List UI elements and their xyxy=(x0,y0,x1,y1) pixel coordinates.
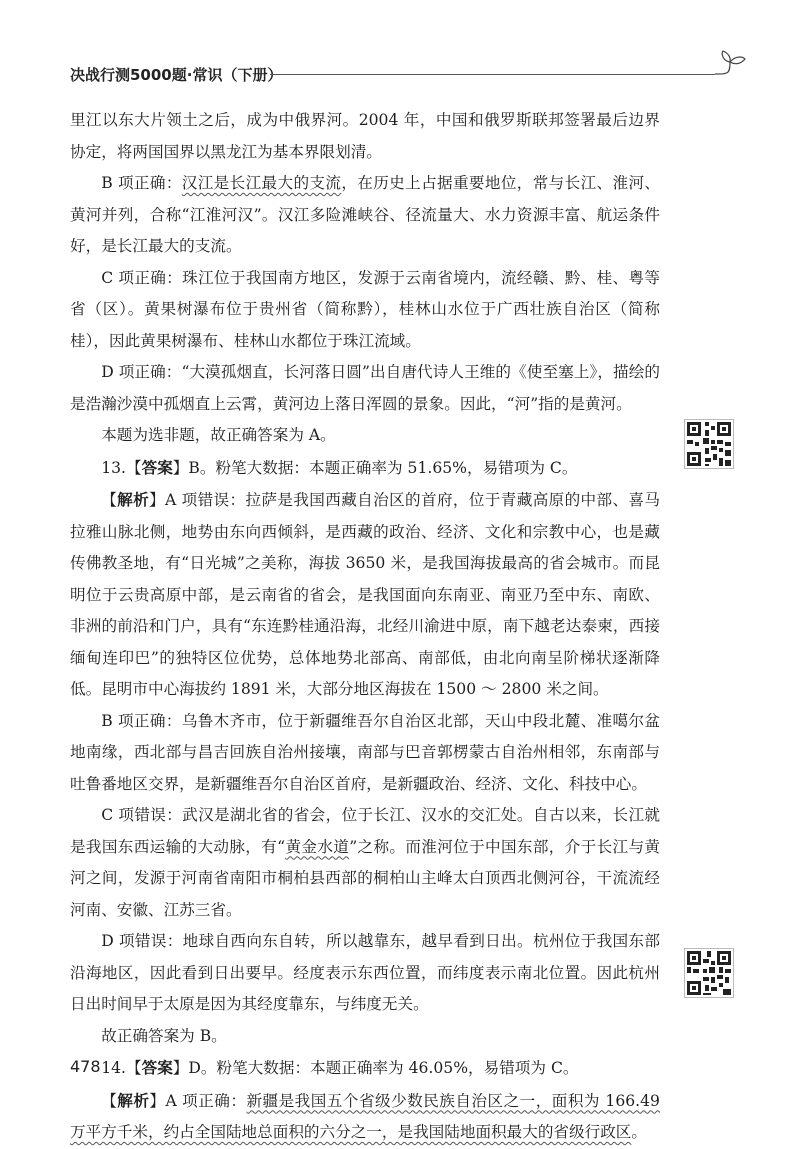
bold-label: 解析 xyxy=(117,490,150,509)
text-run: 14.【 xyxy=(101,1059,142,1077)
text-run: B 项正确：乌鲁木齐市，位于新疆维吾尔自治区北部，天山中段北麓、准噶尔盆地南缘，西北部与昌吉回族自治州接壤，南部与巴音郭楞蒙古自治州相邻，东南部与吐鲁番地区交界，是新疆维吾尔自治区首府，是新疆政治、经济、文化、科技中心。 xyxy=(70,711,660,793)
paragraph-p4 xyxy=(70,357,660,420)
paragraph-p6 xyxy=(70,452,660,485)
text-run: 。 xyxy=(631,1123,647,1141)
paragraph-p5 xyxy=(70,420,660,452)
text-run: B 项正确： xyxy=(101,174,182,192)
text-run: D 项正确：“大漠孤烟直，长河落日圆”出自唐代诗人王维的《使至塞上》，描绘的是浩瀚沙漠中孤烟直上云霄，黄河边上落日浑圆的景象。因此，“河”指的是黄河。 xyxy=(70,363,660,413)
qr-code-graphic xyxy=(685,949,733,997)
text-run: C 项正确：珠江位于我国南方地区，发源于云南省境内，流经赣、黔、桂、粤等省（区）。黄果树瀑布位于贵州省（简称黔），桂林山水位于广西壮族自治区（简称桂），因此黄果树瀑布、桂林山水都位于珠江流域。 xyxy=(70,268,660,350)
underlined-text: 黄金水道 xyxy=(285,837,350,856)
page-body xyxy=(70,105,660,1149)
paragraph-p11 xyxy=(70,1021,660,1053)
text-run: 本题为选非题，故正确答案为 A。 xyxy=(101,426,336,444)
paragraph-p2 xyxy=(70,168,660,263)
text-run: 里江以东大片领土之后，成为中俄界河。2004 年，中国和俄罗斯联邦签署最后边界协定，将两国国界以黑龙江为基本界限划清。 xyxy=(70,111,660,161)
bold-label: 答案 xyxy=(141,1058,173,1077)
underlined-text: 汉江是长江最大的支流 xyxy=(181,174,342,192)
text-run: C 项错误：武汉是湖北省的省会，位于长江、汉水的交汇处。自古以来，长江就是我国东西运输的大动脉，有“ xyxy=(70,806,660,856)
paragraph-p13 xyxy=(70,1085,660,1149)
qr-code-icon[interactable] xyxy=(684,419,734,469)
paragraph-p7 xyxy=(70,484,660,706)
book-title: 决战行测5000题·常识（下册） xyxy=(70,66,283,84)
paragraph-p1 xyxy=(70,105,660,168)
paragraph-p3 xyxy=(70,263,660,358)
text-run: 13.【 xyxy=(101,458,142,477)
paragraph-p9 xyxy=(70,800,660,926)
text-run: 】A 项正确： xyxy=(149,1091,247,1110)
text-run: ，在历史上占据重要地位，常与长江、淮河、黄河并列，合称“江淮河汉”。汉江多险滩峡谷、径流量大、水力资源丰富、航运条件好，是长江最大的支流。 xyxy=(70,174,660,255)
paragraph-p8 xyxy=(70,706,660,801)
running-header xyxy=(70,62,740,92)
paragraph-p10 xyxy=(70,926,660,1021)
bold-label: 答案 xyxy=(141,457,173,477)
text-run: 【 xyxy=(101,491,118,509)
qr-code-icon[interactable] xyxy=(684,948,734,998)
header-rule xyxy=(270,74,715,75)
text-run: 】D。粉笔大数据：本题正确率为 46.05%，易错项为 C。 xyxy=(172,1059,579,1077)
bold-label: 解析 xyxy=(117,1090,150,1110)
paragraph-p12 xyxy=(70,1052,660,1085)
text-run: 】B。粉笔大数据：本题正确率为 51.65%，易错项为 C。 xyxy=(172,458,578,477)
text-run: ”之称。而淮河位于中国东部，介于长江与黄河之间，发源于河南省南阳市桐柏县西部的桐柏山主峰太白顶西北侧河谷，干流流经河南、安徽、江苏三省。 xyxy=(70,837,660,919)
text-run: 】A 项错误：拉萨是我国西藏自治区的首府，位于青藏高原的中部、喜马拉雅山脉北侧，地势由东向西倾斜，是西藏的政治、经济、文化和宗教中心，也是藏传佛教圣地，有“日光城”之美称，海拔 3650 米，是我国海拔最高的省会城市。而昆明位于云贵高原中部，是云南省的省会，是我国面向东南亚、南亚乃至中东、南欧、非洲的前沿和门户，具有“东连黔桂通沿海，北经川渝进中原，南下越老达泰柬，西接缅甸连印巴”的独特区位优势，总体地势北部高、南部低，由北向南呈阶梯状逐渐降低。昆明市中心海拔约 1891 米，大部分地区海拔在 1500 ～ 2800 米之间。 xyxy=(70,491,660,698)
text-run: D 项错误：地球自西向东自转，所以越靠东，越早看到日出。杭州位于我国东部沿海地区，因此看到日出要早。经度表示东西位置，而纬度表示南北位置。因此杭州日出时间早于太原是因为其经度靠东，与纬度无关。 xyxy=(70,932,660,1013)
underlined-text: 新疆是我国五个省级少数民族自治区之一，面积为 166.49 万平方千米，约占全国陆地总面积的六分之一，是我国陆地面积最大的省级行政区 xyxy=(70,1091,660,1141)
sprout-icon xyxy=(710,48,750,82)
page-number: 478 xyxy=(70,1057,101,1076)
text-run: 【 xyxy=(101,1091,118,1110)
qr-code-graphic xyxy=(685,420,733,468)
text-run: 故正确答案为 B。 xyxy=(101,1026,227,1045)
